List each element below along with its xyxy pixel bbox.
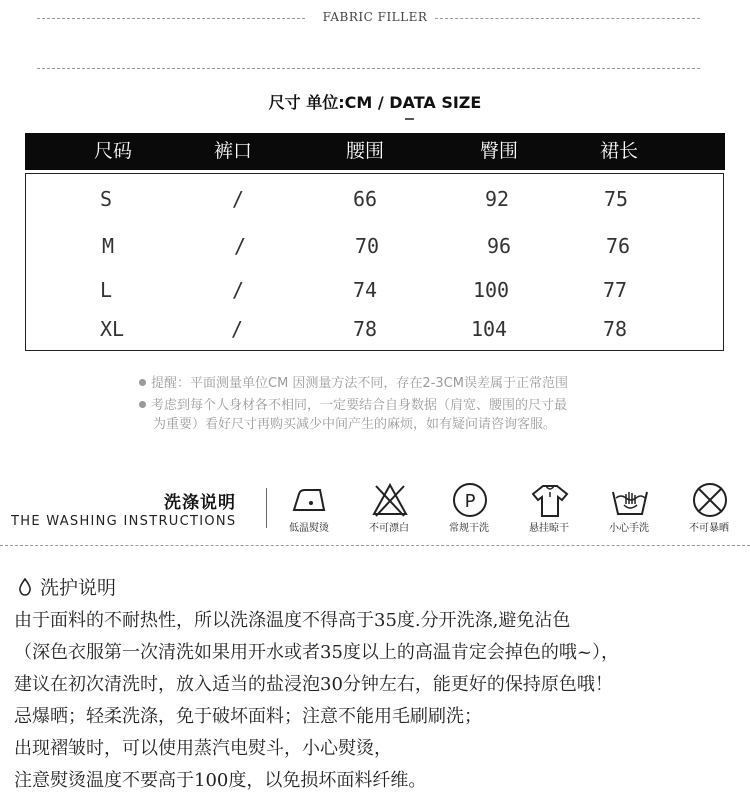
cell-hem: / [231,278,245,302]
no-tumble-dry-icon [690,480,730,520]
cell-waist: 70 [354,234,380,258]
icon-label: 不可漂白 [369,523,409,534]
cell-length: 76 [605,234,631,258]
care-line: （深色衣服第一次清洗如果用开水或者35度以上的高温肯定会掉色的哦~）， [14,642,619,663]
col-length: 裙长 [599,140,639,162]
bullet-icon [139,379,146,386]
care-text [14,605,749,797]
bullet-icon [139,401,146,408]
header-divider-bottom [37,68,700,69]
col-waist: 腰围 [345,140,385,162]
cell-length: 78 [602,317,628,341]
care-line: 建议在初次清洗时，放入适当的盐浸泡30分钟左右，能更好的保持原色哦！ [14,674,613,695]
hang-dry-icon [530,480,570,520]
washing-separator [266,488,267,528]
icon-label: 低温熨烫 [289,523,329,534]
water-drop-icon [18,577,32,599]
cell-hem: / [230,317,244,341]
cell-waist: 78 [352,317,378,341]
dry-clean-p-icon [450,480,490,520]
no-bleach-icon [370,480,410,520]
care-line: 忌爆晒；轻柔洗涤，免于破坏面料；注意不能用毛刷刷洗； [14,706,482,727]
care-title: 洗护说明 [40,577,117,599]
cell-size: S [99,187,113,211]
cell-size: XL [99,317,125,341]
cell-hem: / [231,187,245,211]
cell-hip: 100 [472,278,510,302]
care-heading [18,573,116,600]
size-table-header [25,133,725,170]
size-title: 尺寸 单位:CM / DATA SIZE [268,93,482,112]
cell-hem: / [233,234,247,258]
size-title-underline [405,118,414,120]
cell-hip: 104 [470,317,508,341]
care-line: 注意熨烫温度不要高于100度，以免损坏面料纤维。 [14,770,427,791]
col-hip: 臀围 [479,140,519,162]
washing-title-cn: 洗涤说明 [164,493,236,513]
icon-label: 不可暴晒 [689,523,729,534]
care-line: 由于面料的不耐热性，所以洗涤温度不得高于35度.分开洗涤,避免沾色 [14,610,571,631]
cell-waist: 66 [352,187,378,211]
col-size: 尺码 [93,140,133,162]
cell-hip: 96 [486,234,512,258]
washing-title-en: THE WASHING INSTRUCTIONS [11,514,237,529]
fabric-filler-title: FABRIC FILLER [322,10,428,24]
col-hem: 裤口 [213,140,253,162]
header-divider-right [435,18,700,19]
cell-length: 77 [602,278,628,302]
measurement-note: 提醒：平面测量单位CM 因测量方法不同，存在2-3CM误差属于正常范围 [139,374,568,393]
cell-hip: 92 [484,187,510,211]
icon-label: 悬挂晾干 [529,523,569,534]
cell-waist: 74 [352,278,378,302]
cell-size: L [99,278,113,302]
low-temp-iron-icon [290,480,330,520]
hand-wash-icon [610,480,650,520]
fit-advice-note: 考虑到每个人身材各不相同，一定要结合自身数据（肩宽、腰围的尺寸最 为重要）看好尺寸再购买减少中间产生的麻烦，如有疑问请咨询客服。 [139,396,567,434]
icon-label: 小心手洗 [609,523,649,534]
cell-size: M [101,234,115,258]
cell-length: 75 [603,187,629,211]
care-line: 出现褶皱时，可以使用蒸汽电熨斗，小心熨烫， [14,738,392,759]
svg-text:P: P [464,491,476,512]
icon-label: 常规干洗 [449,523,489,534]
size-table-body [25,173,724,351]
washing-divider [0,545,750,546]
